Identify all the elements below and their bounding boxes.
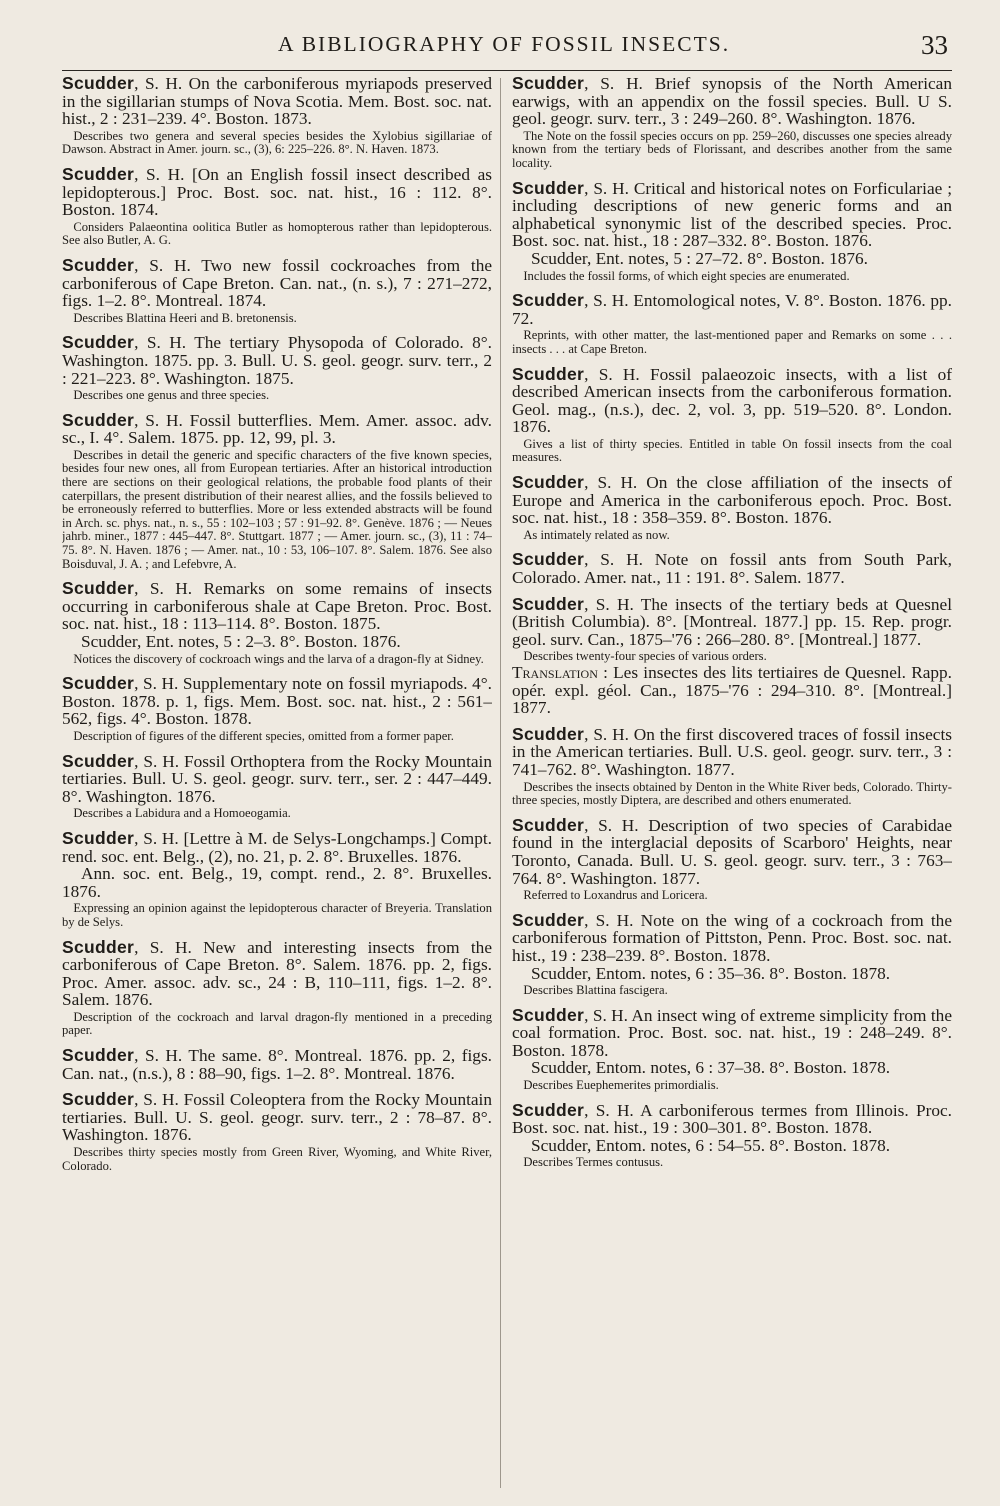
bibliography-entry [62, 936, 492, 1039]
citation-text: , S. H. [On an English fossil insect described as lepidopterous.] Proc. Bost. soc. nat. hist., 16 : 112. 8°. Boston. 1874. [62, 164, 492, 220]
entry-citation [62, 409, 492, 448]
bibliography-entry [62, 334, 492, 402]
entry-author: Scudder [62, 163, 135, 184]
entry-author: Scudder [512, 723, 585, 744]
citation-text: , S. H. Brief synopsis of the North American earwigs, with an appendix on the fossil species. Bull. U S. geol. geogr. surv. terr., 3 : 249–260. 8°. Washington. 1876. [512, 75, 952, 129]
citation-text: , S. H. The same. 8°. Montreal. 1876. pp. 2, figs. Can. nat., (n.s.), 8 : 88–90, figs. 1–2. 8°. Montreal. 1876. [62, 1046, 492, 1083]
entry-reprint: Ann. soc. ent. Belg., 19, compt. rend., 2. 8°. Bruxelles. 1876. [62, 864, 492, 901]
entry-author: Scudder [512, 909, 585, 930]
bibliography-entry [62, 409, 492, 572]
entry-citation [512, 593, 952, 649]
entry-note: Describes two genera and several species besides the Xylobius sigillariae of Dawson. Abstract in Amer. journ. sc., (3), 6: 225–226. 8°. N. Haven. 1873. [62, 128, 492, 157]
entry-note: As intimately related as now. [523, 527, 670, 542]
entry-author: Scudder [62, 1089, 135, 1110]
bibliography-entry [512, 814, 952, 903]
entry-author: Scudder [62, 936, 135, 957]
entry-author: Scudder [512, 75, 585, 93]
bibliography-entry [512, 593, 952, 718]
citation-text: , S. H. On the close affiliation of the insects of Europe and America in the carboniferous epoch. Proc. Bost. soc. nat. hist., 18 : 358–359. 8°. Boston. 1876. [512, 473, 952, 528]
entry-citation [512, 551, 952, 586]
entry-author: Scudder [62, 75, 135, 93]
bibliography-entry [62, 254, 492, 325]
entry-author: Scudder [62, 673, 135, 694]
citation-text: , S. H. Fossil Coleoptera from the Rocky Mountain tertiaries. Bull. U. S. geol. geogr. surv. terr., 2 : 78–87. 8°. Washington. 1876. [62, 1090, 492, 1145]
entry-author: Scudder [512, 814, 585, 835]
entry-author: Scudder [62, 332, 135, 353]
left-column [62, 75, 492, 1495]
bibliography-entry [512, 292, 952, 356]
bibliography-entry [512, 75, 952, 171]
entry-reprint: Scudder, Entom. notes, 6 : 54–55. 8°. Boston. 1878. [531, 1135, 891, 1155]
citation-text: , S. H. New and interesting insects from the carboniferous of Cape Breton. 8°. Salem. 1876. pp. 2, figs. Proc. Amer. assoc. adv. sc., 24 : B, 110–111, figs. 1–2. 8°. Salem. 1876. [62, 937, 492, 1010]
bibliography-entry [512, 1099, 952, 1170]
entry-author: Scudder [512, 1099, 585, 1120]
bibliography-entry [62, 675, 492, 743]
entry-author: Scudder [512, 290, 585, 311]
bibliography-entry [512, 909, 952, 998]
entry-citation [62, 580, 492, 633]
entry-note: Reprints, with other matter, the last-mentioned paper and Remarks on some . . . insects . . . at Cape Breton. [512, 328, 952, 356]
entry-note: The Note on the fossil species occurs on pp. 259–260, discusses one species already known from the tertiary beds of Florissant, and describes another from the same locality. [512, 128, 952, 170]
entry-author: Scudder [512, 549, 585, 570]
entry-author: Scudder [62, 578, 135, 599]
entry-note: Describes in detail the generic and specific characters of the five known species, besides four new ones, all from European tertiaries. After an historical introduction there are sections on their geological relations, the probable food plants of their caterpillars, the present distribution of their nearest allies, and the fossils believed to be erroneously referred to butterflies. More or less extended abstracts will be found in Arch. sc. phys. nat., n. s., 55 : 102–103 ; 57 : 91–92. 8°. Genève. 1876 ; — Neues jahrb. miner., 1877 : 445–447. 8°. Stuttgart. 1877 ; — Amer. journ. sc., (3), 11 : 74–75. 8°. N. Haven. 1876 ; — Amer. nat., 10 : 53, 106–107. 8°. Salem. 1876. See also Boisduval, J. A. ; and Lefebvre, A. [62, 447, 492, 571]
citation-text: , S. H. Note on the wing of a cockroach from the carboniferous formation of Pittston, Penn. Proc. Bost. soc. nat. hist., 19 : 238–239. 8°. Boston. 1878. [512, 910, 952, 965]
entry-author: Scudder [62, 409, 135, 430]
bibliography-entry [512, 723, 952, 808]
entry-note: Description of figures of the different species, omitted from a former paper. [73, 728, 454, 743]
column-divider [500, 78, 501, 1488]
entry-note: Describes Blattina Heeri and B. bretonensis. [73, 310, 297, 325]
citation-text: , S. H. Fossil butterflies. Mem. Amer. assoc. adv. sc., I. 4°. Salem. 1875. pp. 12, 99, pl. 3. [62, 410, 492, 448]
entry-note: Describes Euephemerites primordialis. [523, 1078, 719, 1093]
citation-text: , S. H. Description of two species of Carabidae found in the interglacial deposits of Scarboro' Heights, near Toronto, Canada. Bull. U. S. geol. geogr. surv. terr., 3 : 763–764. 8°. Washington. 1877. [512, 815, 952, 888]
entry-note: Describes twenty-four species of various orders. [523, 649, 767, 664]
entry-note: Considers Palaeontina oolitica Butler as homopterous rather than lepidopterous. See also Butler, A. G. [62, 219, 492, 248]
entry-note: Description of the cockroach and larval dragon-fly mentioned in a preceding paper. [62, 1009, 492, 1038]
entry-note: Includes the fossil forms, of which eight species are enumerated. [523, 268, 850, 283]
entry-citation [62, 750, 492, 806]
bibliography-entry [512, 363, 952, 466]
citation-text: , S. H. Two new fossil cockroaches from the carboniferous of Cape Breton. Can. nat., (n. s.), 7 : 271–272, figs. 1–2. 8°. Montreal. 1874. [62, 255, 492, 311]
bibliography-entry [512, 1004, 952, 1093]
citation-text: , S. H. Remarks on some remains of insects occurring in carboniferous shale at Cape Breton. Proc. Bost. soc. nat. hist., 18 : 113–114. 8°. Boston. 1875. [62, 579, 492, 634]
entry-citation [62, 75, 492, 128]
entry-author: Scudder [62, 1045, 135, 1066]
entry-citation [62, 1091, 492, 1144]
bibliography-entry [512, 177, 952, 284]
bibliography-entry [62, 75, 492, 157]
entry-note: Describes Blattina fascigera. [523, 983, 668, 998]
entry-citation [62, 827, 492, 866]
citation-text: , S. H. Critical and historical notes on Forficulariae ; including descriptions of new generic forms and an alphabetical synonymic list of the described species. Proc. Bost. soc. nat. hist., 18 : 287–332. 8°. Boston. 1876. [512, 178, 952, 251]
entry-citation [512, 177, 952, 251]
entry-author: Scudder [512, 593, 585, 614]
citation-text: , S. H. An insect wing of extreme simplicity from the coal formation. Proc. Bost. soc. nat. hist., 19 : 248–249. 8°. Boston. 1878. [512, 1005, 952, 1060]
entry-citation [62, 675, 492, 728]
entry-author: Scudder [512, 363, 585, 384]
citation-text: , S. H. Fossil palaeozoic insects, with a list of described American insects from the carboniferous formation. Geol. mag., (n.s.), dec. 2, vol. 3, pp. 519–520. 8°. London. 1876. [512, 364, 952, 437]
bibliography-entry [62, 1047, 492, 1082]
translation-label: Translation [512, 663, 598, 682]
running-title: A BIBLIOGRAPHY OF FOSSIL INSECTS. [278, 32, 731, 56]
entry-citation [512, 814, 952, 888]
citation-text: , S. H. A carboniferous termes from Illinois. Proc. Bost. soc. nat. hist., 19 : 300–301. 8°. Boston. 1878. [512, 1100, 952, 1138]
entry-citation [62, 1047, 492, 1082]
header-rule [62, 70, 952, 71]
entry-author: Scudder [62, 827, 135, 848]
entry-note: Gives a list of thirty species. Entitled in table On fossil insects from the coal measures. [512, 436, 952, 465]
entry-citation [512, 909, 952, 965]
entry-author: Scudder [62, 254, 135, 275]
entry-citation [62, 254, 492, 311]
entry-note: Notices the discovery of cockroach wings and the larva of a dragon-fly at Sidney. [73, 651, 484, 666]
entry-reprint: Scudder, Entom. notes, 6 : 37–38. 8°. Boston. 1878. [531, 1058, 891, 1078]
citation-text: , S. H. Supplementary note on fossil myriapods. 4°. Boston. 1878. p. 1, figs. Mem. Bost. soc. nat. hist., 2 : 561–562, figs. 4°. Boston. 1878. [62, 674, 492, 729]
entry-author: Scudder [62, 750, 135, 771]
entry-citation [512, 1004, 952, 1060]
translation-text: : Les insectes des lits tertiaires de Quesnel. Rapp. opér. expl. géol. Can., 1875–'76 : 294–310. 8°. [Montreal.] 1877. [512, 663, 952, 718]
entry-note: Describes a Labidura and a Homoeogamia. [73, 806, 291, 821]
citation-text: , S. H. The tertiary Physopoda of Colorado. 8°. Washington. 1875. pp. 3. Bull. U. S. geol. geogr. surv. terr., 2 : 221–223. 8°. Washington. 1875. [62, 333, 492, 388]
entry-citation [62, 936, 492, 1010]
entry-reprint: Scudder, Ent. notes, 5 : 2–3. 8°. Boston. 1876. [81, 632, 401, 651]
entry-citation [512, 75, 952, 128]
entry-note: Describes Termes contusus. [523, 1155, 664, 1170]
entry-note: Describes one genus and three species. [73, 388, 270, 403]
entry-citation [512, 363, 952, 437]
entry-translation [512, 664, 952, 717]
citation-text: , S. H. Fossil Orthoptera from the Rocky Mountain tertiaries. Bull. U. S. geol. geogr. surv. terr., ser. 2 : 447–449. 8°. Washington. 1876. [62, 751, 492, 806]
citation-text: , S. H. On the carboniferous myriapods preserved in the sigillarian stumps of Nova Scotia. Mem. Bost. soc. nat. hist., 2 : 231–239. 4°. Boston. 1873. [62, 75, 492, 129]
entry-author: Scudder [512, 472, 585, 493]
citation-text: , S. H. Entomological notes, V. 8°. Boston. 1876. pp. 72. [512, 291, 952, 328]
citation-text: , S. H. Note on fossil ants from South Park, Colorado. Amer. nat., 11 : 191. 8°. Salem. 1877. [512, 550, 952, 588]
bibliography-entry [512, 551, 952, 586]
entry-citation [512, 1099, 952, 1138]
citation-text: , S. H. On the first discovered traces of fossil insects in the American tertiaries. Bull. U.S. geol. geogr. surv. terr., 3 : 741–762. 8°. Washington. 1877. [512, 724, 952, 779]
entry-citation [512, 292, 952, 327]
entry-citation [62, 163, 492, 220]
page-number: 33 [921, 30, 948, 60]
entry-author: Scudder [512, 1004, 585, 1025]
entry-reprint: Scudder, Ent. notes, 5 : 27–72. 8°. Boston. 1876. [531, 248, 868, 268]
entry-citation [512, 474, 952, 527]
entry-author: Scudder [512, 177, 585, 198]
bibliography-entry [62, 163, 492, 248]
right-column [512, 75, 952, 1495]
entry-note: Referred to Loxandrus and Loricera. [523, 888, 708, 903]
page-header [0, 30, 1000, 64]
entry-note: Describes the insects obtained by Denton in the White River beds, Colorado. Thirty-three species, mostly Diptera, are described and others enumerated. [512, 779, 952, 808]
entry-note: Expressing an opinion against the lepidopterous character of Breyeria. Translation by de Selys. [62, 901, 492, 929]
bibliography-entry [62, 1091, 492, 1173]
citation-text: , S. H. [Lettre à M. de Selys-Longchamps.] Compt. rend. soc. ent. Belg., (2), no. 21, p. 2. 8°. Bruxelles. 1876. [62, 828, 492, 866]
entry-citation [512, 723, 952, 779]
entry-note: Describes thirty species mostly from Green River, Wyoming, and White River, Colorado. [62, 1145, 492, 1173]
bibliography-entry [62, 750, 492, 821]
entry-citation [62, 334, 492, 387]
entry-reprint: Scudder, Entom. notes, 6 : 35–36. 8°. Boston. 1878. [531, 963, 891, 983]
bibliography-entry [62, 827, 492, 930]
citation-text: , S. H. The insects of the tertiary beds at Quesnel (British Columbia). 8°. [Montreal. 1877.] pp. 15. Rep. progr. geol. surv. Can., 1875–'76 : 266–280. 8°. [Montreal.] 1877. [512, 594, 952, 649]
bibliography-entry [512, 474, 952, 542]
bibliography-entry [62, 580, 492, 666]
